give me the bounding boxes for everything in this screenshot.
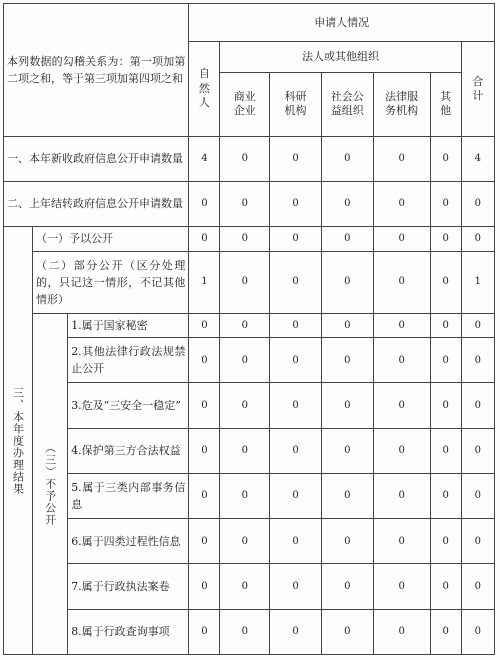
cell-value: 0 (373, 473, 430, 518)
cell-value: 0 (270, 227, 322, 252)
cell-value: 0 (270, 519, 322, 564)
cell-value: 0 (270, 251, 322, 313)
cell-value: 0 (430, 564, 461, 609)
cell-value: 0 (430, 136, 461, 181)
row-label: 1.属于国家秘密 (68, 313, 189, 338)
cell-value: 0 (373, 564, 430, 609)
cell-value: 1 (461, 251, 494, 313)
cell-value: 0 (220, 609, 270, 654)
cell-value: 0 (373, 338, 430, 383)
cell-value: 0 (461, 338, 494, 383)
cell-value: 0 (321, 428, 373, 473)
cell-value: 0 (430, 428, 461, 473)
cell-value: 0 (461, 383, 494, 428)
cell-value: 0 (461, 313, 494, 338)
cell-value: 0 (189, 338, 220, 383)
cell-value: 0 (461, 609, 494, 654)
cell-value: 0 (270, 338, 322, 383)
cell-value: 0 (321, 383, 373, 428)
row-label: （二）部分公开（区分处理的，只记这一情形，不记其他情形） (32, 251, 188, 313)
section-3-label: 三、本年度办理结果 (4, 227, 33, 655)
cell-value: 0 (220, 519, 270, 564)
cell-value: 0 (321, 564, 373, 609)
row-label: 7.属于行政执法案卷 (68, 564, 189, 609)
cell-value: 0 (373, 609, 430, 654)
cell-value: 0 (189, 564, 220, 609)
cell-value: 1 (189, 251, 220, 313)
applicant-situation-header: 申请人情况 (189, 4, 495, 42)
commercial-enterprise-header: 商业 企业 (220, 72, 270, 136)
row-label: 一、本年新收政府信息公开申请数量 (4, 136, 189, 181)
row-label: 4.保护第三方合法权益 (68, 428, 189, 473)
natural-person-header: 自 然 人 (189, 42, 220, 137)
legal-service-org-header: 法律服 务机构 (373, 72, 430, 136)
cell-value: 0 (270, 473, 322, 518)
cell-value: 0 (373, 313, 430, 338)
cell-value: 0 (430, 473, 461, 518)
cell-value: 0 (430, 227, 461, 252)
cell-value: 0 (321, 251, 373, 313)
cell-value: 0 (461, 473, 494, 518)
cell-value: 0 (321, 181, 373, 226)
cell-value: 0 (321, 136, 373, 181)
cell-value: 0 (321, 338, 373, 383)
cell-value: 0 (220, 313, 270, 338)
cell-value: 0 (430, 338, 461, 383)
cell-value: 0 (189, 227, 220, 252)
cell-value: 0 (461, 519, 494, 564)
cell-value: 0 (373, 428, 430, 473)
cell-value: 0 (220, 564, 270, 609)
cell-value: 0 (270, 313, 322, 338)
cell-value: 0 (189, 383, 220, 428)
cell-value: 4 (189, 136, 220, 181)
cell-value: 0 (373, 383, 430, 428)
cell-value: 0 (220, 428, 270, 473)
cell-value: 0 (461, 181, 494, 226)
cell-value: 0 (220, 251, 270, 313)
cell-value: 0 (373, 519, 430, 564)
cell-value: 0 (461, 428, 494, 473)
cell-value: 0 (270, 383, 322, 428)
total-header: 合 计 (461, 42, 494, 137)
cell-value: 0 (430, 609, 461, 654)
row-label: 2.其他法律行政法规禁止公开 (68, 338, 189, 383)
row-label: 6.属于四类过程性信息 (68, 519, 189, 564)
cell-value: 0 (321, 227, 373, 252)
cell-value: 0 (189, 609, 220, 654)
cell-value: 0 (270, 181, 322, 226)
cell-value: 0 (270, 564, 322, 609)
row-label: 3.危及“三安全一稳定” (68, 383, 189, 428)
cell-value: 0 (189, 181, 220, 226)
cell-value: 4 (461, 136, 494, 181)
row-label: 8.属于行政查询事项 (68, 609, 189, 654)
cell-value: 0 (189, 428, 220, 473)
cell-value: 0 (220, 338, 270, 383)
research-institution-header: 科研 机构 (270, 72, 322, 136)
cell-value: 0 (220, 383, 270, 428)
row-label: （一）予以公开 (32, 227, 188, 252)
cell-value: 0 (270, 136, 322, 181)
cell-value: 0 (321, 473, 373, 518)
cell-value: 0 (220, 473, 270, 518)
cell-value: 0 (321, 519, 373, 564)
cell-value: 0 (430, 383, 461, 428)
social-welfare-org-header: 社会公 益组织 (321, 72, 373, 136)
other-header: 其 他 (430, 72, 461, 136)
cell-value: 0 (270, 428, 322, 473)
cell-value: 0 (430, 251, 461, 313)
cell-value: 0 (220, 227, 270, 252)
cell-value: 0 (430, 181, 461, 226)
cell-value: 0 (189, 313, 220, 338)
cell-value: 0 (220, 136, 270, 181)
cell-value: 0 (321, 313, 373, 338)
cell-value: 0 (373, 227, 430, 252)
cell-value: 0 (430, 519, 461, 564)
cell-value: 0 (373, 136, 430, 181)
cell-value: 0 (189, 473, 220, 518)
row-label: 5.属于三类内部事务信息 (68, 473, 189, 518)
disclosure-statistics-table (3, 3, 495, 655)
cell-value: 0 (270, 609, 322, 654)
row-label: 二、上年结转政府信息公开申请数量 (4, 181, 189, 226)
group-3-label: （三）不予公开 (32, 313, 67, 654)
relation-note-cell: 本列数据的勾稽关系为：第一项加第二项之和，等于第三项加第四项之和 (4, 4, 189, 137)
legal-entities-header: 法人或其他组织 (220, 42, 461, 73)
cell-value: 0 (189, 519, 220, 564)
cell-value: 0 (430, 313, 461, 338)
cell-value: 0 (321, 609, 373, 654)
cell-value: 0 (373, 181, 430, 226)
cell-value: 0 (373, 251, 430, 313)
cell-value: 0 (461, 564, 494, 609)
cell-value: 0 (220, 181, 270, 226)
cell-value: 0 (461, 227, 494, 252)
